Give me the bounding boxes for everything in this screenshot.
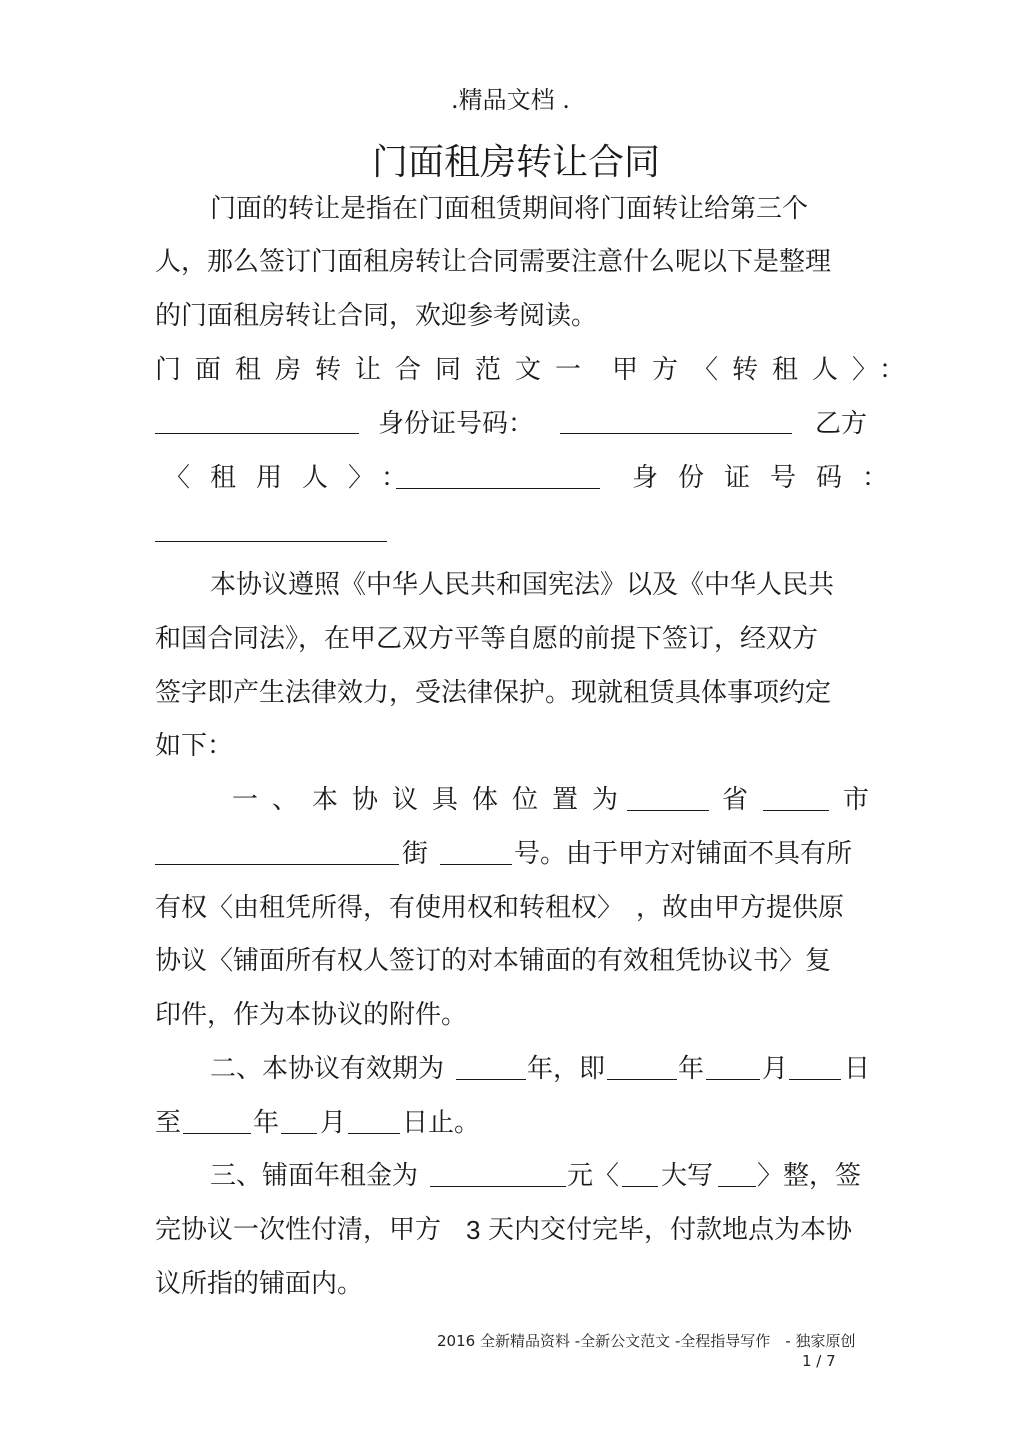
party-a-id-blank bbox=[560, 433, 792, 434]
start-year-blank bbox=[607, 1079, 677, 1080]
clause-2-month: 月 bbox=[762, 1054, 789, 1084]
intro-line-1: 门面的转让是指在门面租赁期间将门面转让给第三个 bbox=[210, 194, 809, 224]
clause-3-lead: 三、铺面年租金为 bbox=[210, 1161, 419, 1191]
clause-1-province: 省 bbox=[722, 785, 749, 815]
preamble-line-2: 和国合同法》，在甲乙双方平等自愿的前提下签订，经双方 bbox=[155, 624, 819, 654]
party-b-name-blank bbox=[396, 488, 600, 489]
party-b-label: 〈租用人〉： bbox=[164, 463, 428, 493]
document-title: 门面租房转让合同 bbox=[372, 142, 661, 183]
province-blank bbox=[627, 810, 709, 811]
end-month-blank bbox=[281, 1133, 317, 1134]
footer-text: 2016 全新精品资料 -全新公文范文 -全程指导写作 - 独家原创 bbox=[437, 1332, 856, 1350]
party-b-prefix: 乙方 bbox=[815, 409, 868, 439]
intro-line-2: 人，那么签订门面租房转让合同需要注意什么呢以下是整理 bbox=[155, 247, 832, 277]
preamble-line-1: 本协议遵照《中华人民共和国宪法》以及《中华人民共 bbox=[210, 570, 835, 600]
clause-1-city: 市 bbox=[843, 785, 870, 815]
clause-3-line-3: 议所指的铺面内。 bbox=[155, 1269, 364, 1299]
clause-1-line-3: 有权〈由租凭所得，有使用权和转租权〉 ，故由甲方提供原 bbox=[155, 893, 845, 923]
party-b-id-blank bbox=[155, 541, 387, 542]
party-a-id-label: 身份证号码： bbox=[378, 409, 535, 439]
clause-3-line-2b: 天内交付完毕，付款地点为本协 bbox=[488, 1215, 853, 1245]
end-year-blank bbox=[183, 1133, 251, 1134]
rent-amount-blank bbox=[430, 1186, 566, 1187]
clause-3-daxie: 大写 bbox=[661, 1161, 714, 1191]
clause-3-line-2a: 完协议一次性付清，甲方 bbox=[155, 1215, 442, 1245]
clause-2-year: 年，即 bbox=[527, 1054, 606, 1084]
clause-2-month2: 月 bbox=[320, 1108, 347, 1138]
city-blank bbox=[763, 810, 829, 811]
term-years-blank bbox=[456, 1079, 526, 1080]
header-watermark: .精品文档 . bbox=[451, 86, 570, 114]
number-blank bbox=[440, 864, 512, 865]
preamble-line-4: 如下： bbox=[155, 731, 234, 761]
party-a-label: 甲方〈转租人〉： bbox=[612, 355, 920, 385]
daxie-blank-2 bbox=[718, 1186, 756, 1187]
start-month-blank bbox=[706, 1079, 760, 1080]
clause-1-number: 号。由于甲方对铺面不具有所 bbox=[514, 839, 853, 869]
clause-2-year2: 年 bbox=[678, 1054, 705, 1084]
start-day-blank bbox=[789, 1079, 841, 1080]
clause-3-zheng: 〉整，签 bbox=[757, 1161, 862, 1191]
clause-2-lead: 二、本协议有效期为 bbox=[210, 1054, 445, 1084]
party-a-name-blank bbox=[155, 433, 359, 434]
clause-3-yuan: 元〈 bbox=[567, 1161, 620, 1191]
sample-title: 门面租房转让合同范文一 bbox=[155, 355, 596, 385]
end-day-blank bbox=[348, 1133, 400, 1134]
clause-1-line-5: 印件，作为本协议的附件。 bbox=[155, 1000, 468, 1030]
clause-2-year3: 年 bbox=[253, 1108, 280, 1138]
clause-1-lead: 一、本协议具体位置为 bbox=[232, 785, 633, 815]
party-b-id-label: 身份证号码： bbox=[632, 463, 909, 493]
page-number: 1 / 7 bbox=[802, 1352, 836, 1370]
clause-2-end: 日止。 bbox=[402, 1108, 481, 1138]
clause-3-days-number: 3 bbox=[466, 1215, 481, 1245]
intro-line-3: 的门面租房转让合同，欢迎参考阅读。 bbox=[155, 301, 598, 331]
road-blank bbox=[155, 864, 399, 865]
clause-2-to: 至 bbox=[155, 1108, 182, 1138]
daxie-blank-1 bbox=[622, 1186, 658, 1187]
clause-2-day: 日 bbox=[844, 1054, 871, 1084]
clause-1-line-4: 协议〈铺面所有权人签订的对本铺面的有效租凭协议书〉复 bbox=[155, 946, 832, 976]
clause-1-street: 街 bbox=[402, 839, 429, 869]
preamble-line-3: 签字即产生法律效力，受法律保护。现就租赁具体事项约定 bbox=[155, 678, 832, 708]
